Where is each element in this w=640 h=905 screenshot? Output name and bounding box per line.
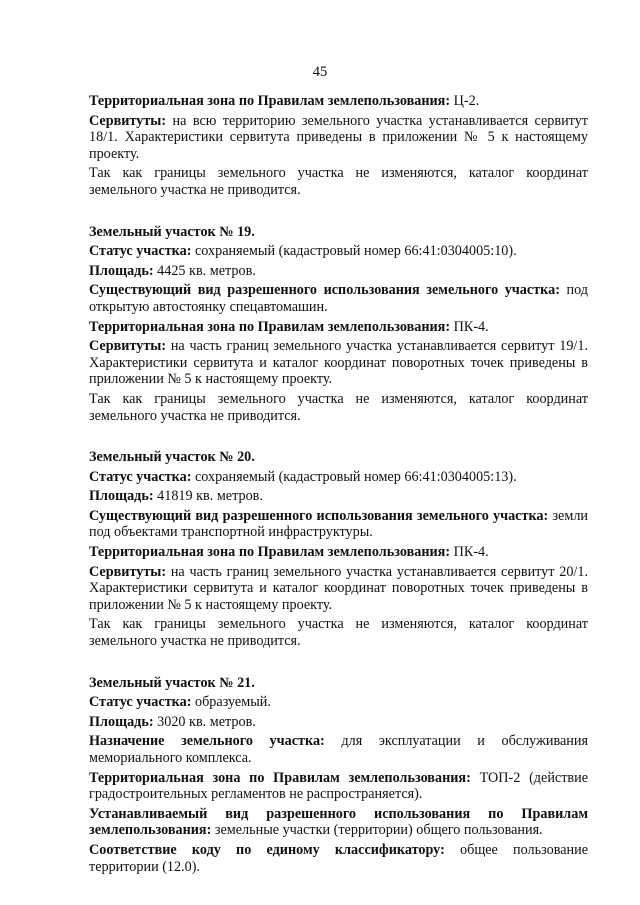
plot-21-area: Площадь: 3020 кв. метров. <box>89 713 256 730</box>
plot-19-use: Существующий вид разрешенного использования земельного участка: под открытую автостоянку спецавтомашин. <box>89 282 589 315</box>
plot-20-heading: Земельный участок № 20. <box>89 449 255 466</box>
document-body <box>89 93 588 878</box>
plot-19-note: Так как границы земельного участка не изменяются, каталог координат земельного участка не приводится. <box>89 390 588 424</box>
plot-19-area: Площадь: 4425 кв. метров. <box>89 262 256 279</box>
plot-21-use: Устанавливаемый вид разрешенного использования по Правилам землепользования: земельные участки (территории) общего пользования. <box>89 805 588 839</box>
top-note: Так как границы земельного участка не изменяются, каталог координат земельного участка не приводится. <box>89 165 588 198</box>
plot-20-zone: Территориальная зона по Правилам землепользования: ПК-4. <box>89 544 489 561</box>
plot-21-purpose: Назначение земельного участка: для эксплуатации и обслуживания мемориального комплекса. <box>89 733 588 766</box>
plot-21-section <box>89 675 588 876</box>
plot-20-servitude: Сервитуты: на часть границ земельного участка устанавливается сервитут 20/1. Характеристики сервитута и каталог координат поворотных точек приведены в приложении № 5 к настоящему проекту. <box>89 563 588 613</box>
plot-20-area: Площадь: 41819 кв. метров. <box>89 488 263 505</box>
top-servitude: Сервитуты: на всю территорию земельного участка устанавливается сервитут 18/1. Характеристики сервитута приведены в приложении № 5 к настоящему проекту. <box>89 112 588 162</box>
plot-19-heading: Земельный участок № 19. <box>89 223 255 240</box>
plot-19-zone: Территориальная зона по Правилам землепользования: ПК-4. <box>89 318 489 335</box>
plot-19-section <box>89 224 588 425</box>
plot-21-heading: Земельный участок № 21. <box>89 674 255 691</box>
plot-20-status: Статус участка: сохраняемый (кадастровый номер 66:41:0304005:13). <box>89 468 517 485</box>
plot-21-status: Статус участка: образуемый. <box>89 694 271 711</box>
plot-19-status: Статус участка: сохраняемый (кадастровый номер 66:41:0304005:10). <box>89 243 517 260</box>
plot-20-use: Существующий вид разрешенного использования земельного участка: земли под объектами транспортной инфраструктуры. <box>89 507 589 541</box>
plot-20-note: Так как границы земельного участка не изменяются, каталог координат земельного участка не приводится. <box>89 616 588 650</box>
page-number: 45 <box>312 64 328 80</box>
plot-21-code: Соответствие коду по единому классификатору: общее пользование территории (12.0). <box>89 841 588 875</box>
plot-20-section <box>89 449 588 650</box>
top-zone: Территориальная зона по Правилам землепользования: Ц-2. <box>89 93 480 109</box>
plot-19-servitude: Сервитуты: на часть границ земельного участка устанавливается сервитут 19/1. Характеристики сервитута и каталог координат поворотных точек приведены в приложении № 5 к настоящему проекту. <box>89 338 588 388</box>
plot-21-zone: Территориальная зона по Правилам землепользования: ТОП-2 (действие градостроительных регламентов не распространяется). <box>89 769 589 803</box>
